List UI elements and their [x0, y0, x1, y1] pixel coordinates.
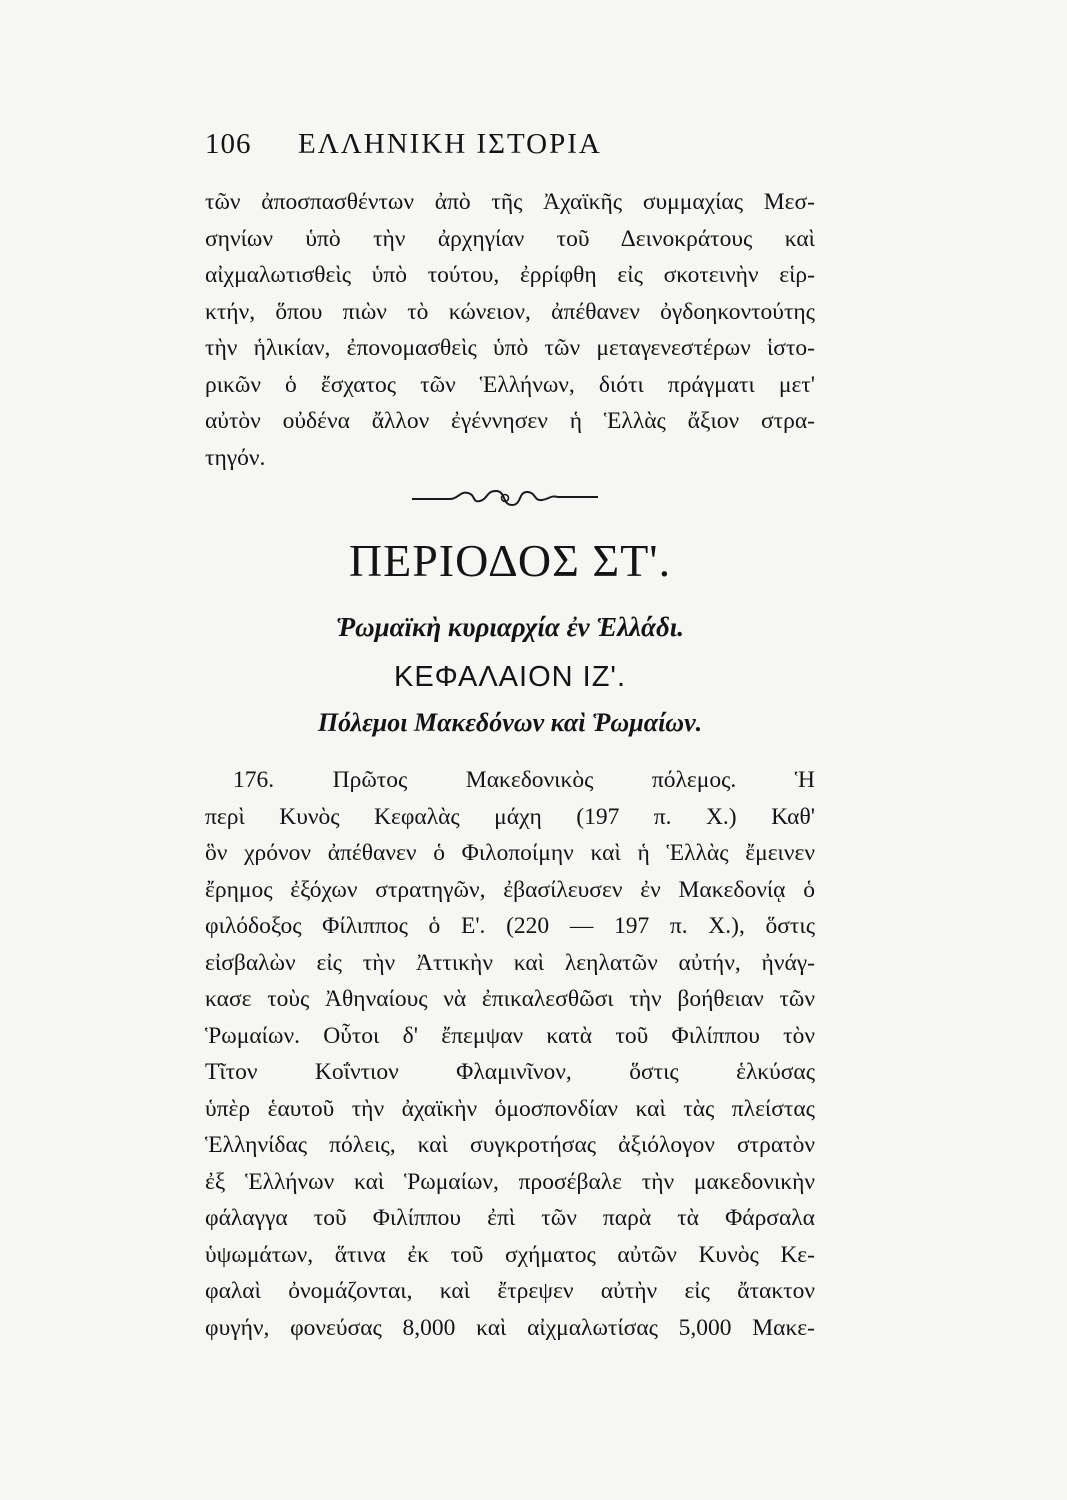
- ornament-divider: [410, 487, 600, 509]
- text-line: σηνίων ὑπὸ τὴν ἀρχηγίαν τοῦ Δεινοκράτους καὶ: [205, 225, 815, 252]
- text-line: φυγήν, φονεύσας 8,000 καὶ αἰχμαλωτίσας 5,000 Μακε-: [205, 1314, 815, 1341]
- text-line: τηγόν.: [205, 444, 266, 471]
- period-heading: ΠΕΡΙΟΔΟΣ ΣΤ'.: [348, 535, 672, 586]
- text-line: 176. Πρῶτος Μακεδονικὸς πόλεμος. Ἡ: [233, 767, 815, 793]
- text-line: κασε τοὺς Ἀθηναίους νὰ ἐπικαλεσθῶσι τὴν βοήθειαν τῶν: [205, 986, 815, 1012]
- text-line: αὐτὸν οὐδένα ἄλλον ἐγέννησεν ἡ Ἑλλὰς ἄξιον στρα-: [205, 408, 815, 434]
- text-line: ἔρημος ἐξόχων στρατηγῶν, ἐβασίλευσεν ἐν Μακεδονίᾳ ὁ: [205, 876, 815, 903]
- text-line: τὴν ἡλικίαν, ἐπονομασθεὶς ὑπὸ τῶν μεταγενεστέρων ἱστο-: [205, 335, 815, 361]
- text-line: φάλαγγα τοῦ Φιλίππου ἐπὶ τῶν παρὰ τὰ Φάρσαλα: [205, 1205, 815, 1231]
- text-line: ὑψωμάτων, ἅτινα ἐκ τοῦ σχήματος αὐτῶν Κυνὸς Κε-: [205, 1241, 815, 1268]
- page-number: 106: [205, 128, 252, 160]
- text-line: Ἑλληνίδας πόλεις, καὶ συγκροτήσας ἀξιόλογον στρατὸν: [205, 1132, 815, 1158]
- text-line: Τῖτον Κοΐντιον Φλαμινῖνον, ὅστις ἑλκύσας: [205, 1059, 815, 1085]
- text-line: ἐξ Ἑλλήνων καὶ Ῥωμαίων, προσέβαλε τὴν μακεδονικὴν: [205, 1168, 815, 1195]
- text-line: περὶ Κυνὸς Κεφαλὰς μάχη (197 π. Χ.) Καθ': [205, 803, 815, 830]
- paragraph-1: [205, 184, 815, 476]
- text-line: εἰσβαλὼν εἰς τὴν Ἀττικὴν καὶ λεηλατῶν αὐτήν, ἠνάγ-: [205, 949, 815, 976]
- chapter-title: Πόλεμοι Μακεδόνων καὶ Ῥωμαίων.: [317, 708, 703, 737]
- text-line: Ῥωμαίων. Οὗτοι δ' ἔπεμψαν κατὰ τοῦ Φιλίππου τὸν: [205, 1022, 815, 1049]
- text-line: ὃν χρόνον ἀπέθανεν ὁ Φιλοποίμην καὶ ἡ Ἑλλὰς ἔμεινεν: [205, 840, 815, 866]
- period-subtitle: Ῥωμαϊκὴ κυριαρχία ἐν Ἑλλάδι.: [335, 612, 685, 642]
- text-line: κτήν, ὅπου πιὼν τὸ κώνειον, ἀπέθανεν ὀγδοηκοντούτης: [205, 298, 815, 325]
- text-line: ὑπὲρ ἑαυτοῦ τὴν ἀχαϊκὴν ὁμοσπονδίαν καὶ τὰς πλείστας: [205, 1095, 815, 1122]
- text-line: ρικῶν ὁ ἔσχατος τῶν Ἑλλήνων, διότι πράγματι μετ': [205, 371, 815, 398]
- running-title: ΕΛΛΗΝΙΚΗ ΙΣΤΟΡΙΑ: [298, 128, 602, 160]
- paragraph-2: [205, 762, 815, 1346]
- text-line: φιλόδοξος Φίλιππος ὁ Ε'. (220 — 197 π. Χ.), ὅστις: [205, 913, 815, 939]
- text-line: τῶν ἀποσπασθέντων ἀπὸ τῆς Ἀχαϊκῆς συμμαχίας Μεσ-: [205, 189, 815, 215]
- chapter-heading: ΚΕΦΑΛΑΙΟΝ ΙΖ'.: [393, 661, 627, 693]
- text-line: φαλαὶ ὀνομάζονται, καὶ ἔτρεψεν αὐτὴν εἰς ἄτακτον: [205, 1278, 815, 1304]
- text-line: αἰχμαλωτισθεὶς ὑπὸ τούτου, ἐρρίφθη εἰς σκοτεινὴν εἱρ-: [205, 262, 815, 288]
